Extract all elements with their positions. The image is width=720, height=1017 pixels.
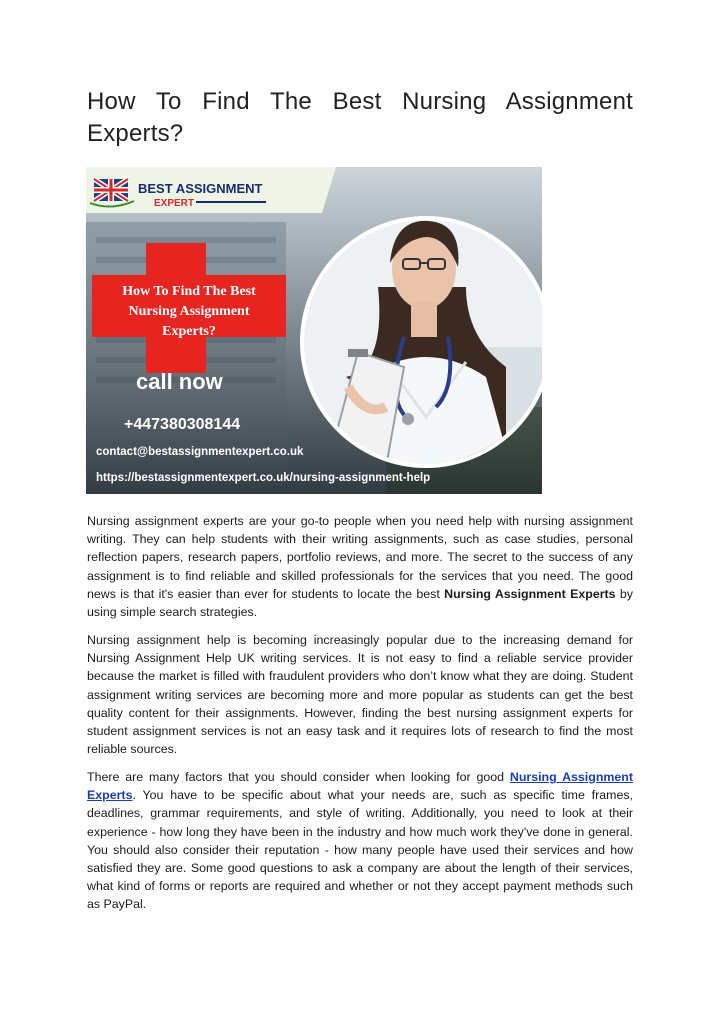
call-now-text: call now	[136, 369, 223, 394]
page-title: How To Find The Best Nursing Assignment Experts?	[87, 88, 633, 147]
banner-headline-line1: How To Find The Best	[122, 284, 256, 299]
paragraph-factors-end: . You have to be specific about what your needs are, such as specific time frames, deadlines, grammar requirements, and style of writing. Additionally, you need to look at their experience - how long they have been in the industry and how much work they've done in general. You should also consider their reputation - how many people have used their services and how satisfied they are. Some good questions to ask a company are about the length of their services, what kind of forms or reports are required and whether or not they accept payment methods such as PayPal.	[87, 788, 633, 912]
logo-text-line1: BEST ASSIGNMENT	[138, 181, 263, 196]
paragraph-intro-end: by using simple search strategies.	[87, 586, 633, 620]
banner-artwork	[86, 167, 542, 494]
paragraph-factors	[87, 768, 633, 914]
website-url-text: https://bestassignmentexpert.co.uk/nursing-assignment-help	[96, 472, 431, 484]
nursing-assignment-experts-link[interactable]: Nursing Assignment Experts	[87, 770, 633, 803]
contact-email-text: contact@bestassignmentexpert.co.uk	[96, 446, 304, 458]
paragraph-intro-text: Nursing assignment experts are your go-to people when you need help with nursing assignment writing. They can help students with their writing assignments, such as case studies, personal reflection papers, research papers, portfolio reviews, and more. The secret to the success of any assignment is to find reliable and skilled professionals for the services that you need. The good news is that it's easier than ever for students to locate the best	[87, 514, 633, 601]
banner-headline-line2: Nursing Assignment	[128, 304, 250, 319]
banner-headline-line3: Experts?	[162, 324, 216, 339]
phone-number-text: +447380308144	[124, 416, 241, 433]
paragraph-demand: Nursing assignment help is becoming increasingly popular due to the increasing demand for Nursing Assignment Help UK writing services. It is not easy to find a reliable service provider because the market is filled with fraudulent providers who don’t know what they are doing. Student assignment writing services are becoming more and more popular as students can get the best quality content for their assignments. However, finding the best nursing assignment experts for student assignment services is not an easy task and it requires lots of research to find the most reliable sources.	[87, 633, 633, 757]
paragraph-intro-bold: Nursing Assignment Experts	[444, 586, 616, 601]
logo-text-line2: EXPERT	[154, 198, 195, 209]
paragraph-intro	[87, 512, 633, 621]
promo-banner-image	[86, 167, 542, 494]
paragraph-factors-start: There are many factors that you should consider when looking for good	[87, 770, 510, 784]
